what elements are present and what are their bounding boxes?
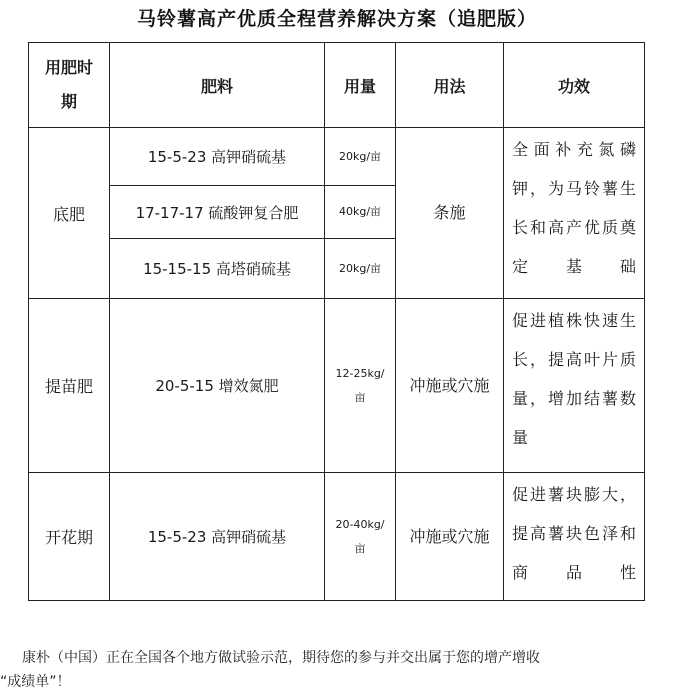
dosage-cell: 20kg/亩 <box>325 239 396 299</box>
fertilizer-plan-table <box>28 42 645 601</box>
header-period: 用肥时期 <box>29 43 110 128</box>
method-cell: 冲施或穴施 <box>396 473 504 601</box>
page-title: 马铃薯高产优质全程营养解决方案（追肥版） <box>136 8 537 30</box>
stage-cell: 开花期 <box>29 473 110 601</box>
footer-note <box>0 646 674 694</box>
dosage-cell: 20-40kg/亩 <box>325 473 396 601</box>
stage-cell: 提苗肥 <box>29 299 110 473</box>
footer-line-1: 康朴（中国）正在全国各个地方做试验示范，期待您的参与并交出属于您的增产增收 <box>22 650 540 666</box>
effect-cell: 促进薯块膨大，提高薯块色泽和商品性 <box>504 473 645 601</box>
header-row <box>29 43 645 128</box>
method-cell: 条施 <box>396 128 504 299</box>
dosage-cell: 12-25kg/亩 <box>325 299 396 473</box>
fertilizer-cell: 15-5-23 高钾硝硫基 <box>110 128 325 186</box>
table-row <box>29 128 645 186</box>
fertilizer-cell: 15-5-23 高钾硝硫基 <box>110 473 325 601</box>
effect-cell: 全面补充氮磷钾，为马铃薯生长和高产优质奠定基础 <box>504 128 645 299</box>
table-row <box>29 299 645 473</box>
fertilizer-cell: 17-17-17 硫酸钾复合肥 <box>110 186 325 239</box>
footer-line-2: “成绩单”！ <box>0 674 71 690</box>
header-method: 用法 <box>396 43 504 128</box>
fertilizer-cell: 20-5-15 增效氮肥 <box>110 299 325 473</box>
effect-cell: 促进植株快速生长，提高叶片质量，增加结薯数量 <box>504 299 645 473</box>
dosage-cell: 40kg/亩 <box>325 186 396 239</box>
header-dosage: 用量 <box>325 43 396 128</box>
header-effect: 功效 <box>504 43 645 128</box>
table-row <box>29 473 645 601</box>
method-cell: 冲施或穴施 <box>396 299 504 473</box>
stage-cell: 底肥 <box>29 128 110 299</box>
dosage-cell: 20kg/亩 <box>325 128 396 186</box>
header-fertilizer: 肥料 <box>110 43 325 128</box>
fertilizer-cell: 15-15-15 高塔硝硫基 <box>110 239 325 299</box>
